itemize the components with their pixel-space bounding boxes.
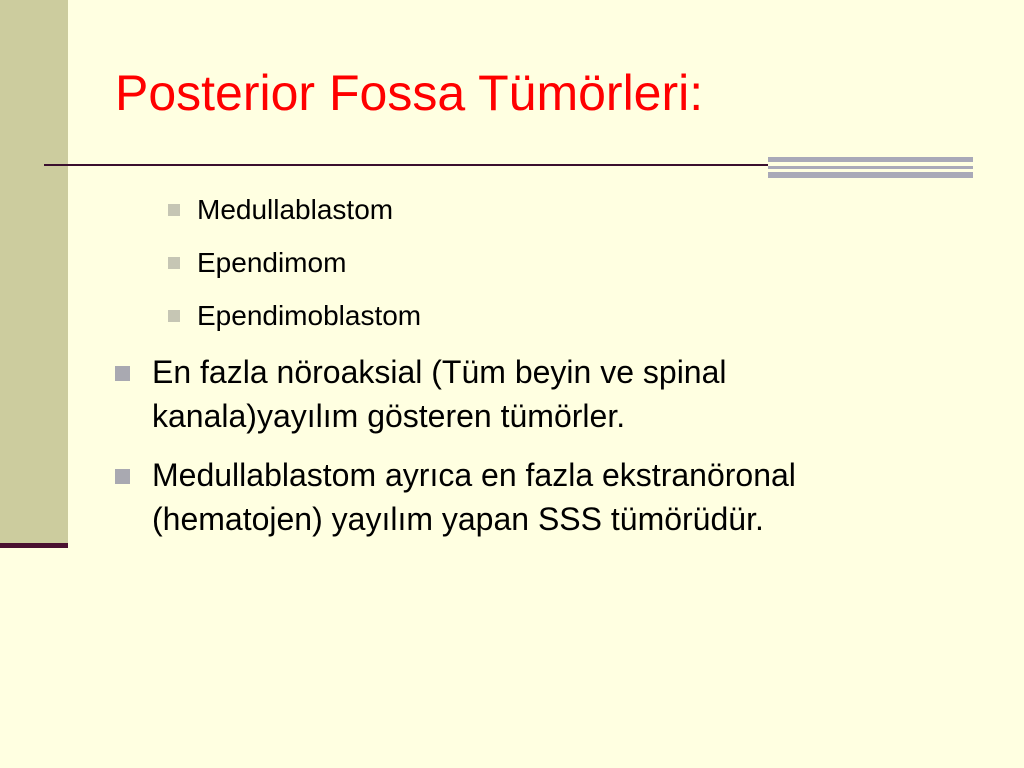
square-bullet-icon bbox=[115, 366, 130, 381]
slide-title: Posterior Fossa Tümörleri: bbox=[115, 65, 704, 121]
list-item-text: Ependimom bbox=[197, 247, 347, 278]
divider-decoration bbox=[768, 157, 973, 179]
list-item-text-line: Medullablastom ayrıca en fazla ekstranöronal bbox=[152, 457, 796, 493]
divider-stripe bbox=[768, 172, 973, 178]
list-item-text-line: kanala)yayılım gösteren tümörler. bbox=[152, 398, 626, 434]
square-bullet-icon bbox=[168, 257, 180, 269]
main-bullet-list bbox=[115, 350, 995, 556]
list-item-text-line: En fazla nöroaksial (Tüm beyin ve spinal bbox=[152, 354, 727, 390]
divider-stripe bbox=[768, 166, 973, 169]
square-bullet-icon bbox=[115, 469, 130, 484]
list-item bbox=[115, 350, 995, 438]
title-divider bbox=[44, 164, 768, 166]
divider-stripe bbox=[768, 157, 973, 162]
list-item-text: Ependimoblastom bbox=[197, 300, 422, 331]
left-decorative-band bbox=[0, 0, 68, 543]
square-bullet-icon bbox=[168, 204, 180, 216]
square-bullet-icon bbox=[168, 310, 180, 322]
list-item-text: Medullablastom bbox=[197, 194, 394, 225]
left-accent-bar bbox=[0, 543, 68, 548]
list-item bbox=[115, 453, 995, 541]
list-item-text-line: (hematojen) yayılım yapan SSS tümörüdür. bbox=[152, 501, 764, 537]
